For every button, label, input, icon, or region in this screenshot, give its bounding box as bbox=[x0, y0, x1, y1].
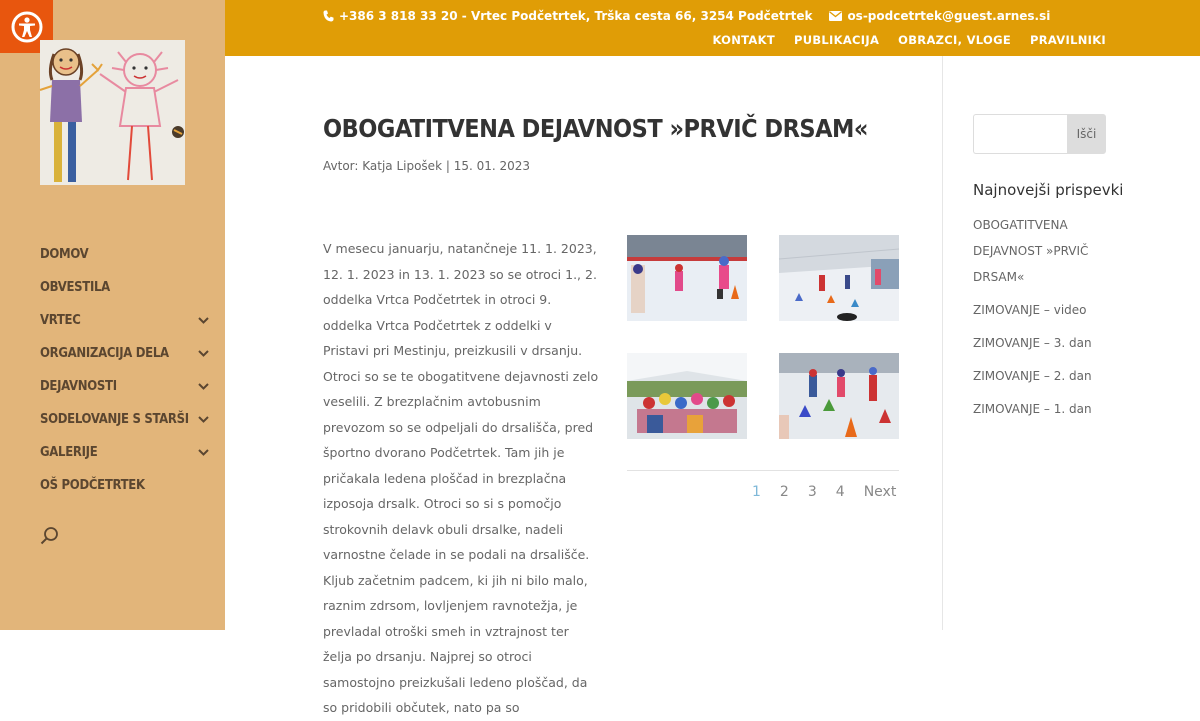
chevron-down-icon[interactable] bbox=[196, 347, 210, 361]
chevron-down-icon[interactable] bbox=[196, 446, 210, 460]
chevron-down-icon[interactable] bbox=[196, 413, 210, 427]
nav-label: OŠ PODČETRTEK bbox=[40, 478, 145, 493]
main-content bbox=[225, 56, 942, 715]
page-link-4[interactable]: 4 bbox=[835, 484, 845, 500]
nav-item-domov[interactable] bbox=[40, 238, 210, 271]
search-form bbox=[973, 114, 1106, 154]
gallery-image bbox=[627, 353, 747, 439]
gallery-thumb[interactable] bbox=[627, 235, 747, 321]
recent-post-link[interactable]: ZIMOVANJE – video bbox=[973, 303, 1087, 317]
nav-item-dejavnosti[interactable] bbox=[40, 370, 210, 403]
gallery-image bbox=[779, 353, 899, 439]
chevron-down-icon[interactable] bbox=[196, 314, 210, 328]
recent-posts-title: Najnovejši prispevki bbox=[973, 181, 1124, 199]
page-link-3[interactable]: 3 bbox=[807, 484, 817, 500]
gallery-pagination bbox=[752, 484, 896, 500]
nav-label: ORGANIZACIJA DELA bbox=[40, 346, 169, 361]
gallery-image bbox=[627, 235, 747, 321]
nav-label: OBVESTILA bbox=[40, 280, 110, 295]
page-link-2[interactable]: 2 bbox=[779, 484, 789, 500]
site-logo[interactable] bbox=[40, 40, 185, 185]
recent-post-link[interactable]: ZIMOVANJE – 1. dan bbox=[973, 402, 1092, 416]
gallery-thumb[interactable] bbox=[779, 353, 899, 439]
recent-posts-list bbox=[973, 212, 1106, 429]
search-input[interactable] bbox=[973, 114, 1067, 154]
recent-post-link[interactable]: ZIMOVANJE – 3. dan bbox=[973, 336, 1092, 350]
gallery-divider bbox=[627, 470, 899, 471]
nav-item-vrtec[interactable] bbox=[40, 304, 210, 337]
nav-label: SODELOVANJE S STARŠI bbox=[40, 412, 189, 427]
nav-item-organizacija-dela[interactable] bbox=[40, 337, 210, 370]
nav-label: DEJAVNOSTI bbox=[40, 379, 117, 394]
next-page-link[interactable]: Next bbox=[863, 484, 897, 500]
top-nav-publikacija[interactable]: PUBLIKACIJA bbox=[794, 33, 880, 47]
mail-icon bbox=[829, 11, 842, 21]
accessibility-icon bbox=[11, 11, 43, 43]
sidebar-search-button[interactable] bbox=[40, 526, 60, 546]
gallery-image bbox=[779, 235, 899, 321]
content-divider bbox=[942, 56, 943, 630]
post-title: OBOGATITVENA DEJAVNOST »PRVIČ DRSAM« bbox=[323, 114, 868, 143]
nav-item-galerije[interactable] bbox=[40, 436, 210, 469]
nav-label: VRTEC bbox=[40, 313, 81, 328]
nav-label: DOMOV bbox=[40, 247, 89, 262]
top-nav bbox=[712, 33, 1106, 47]
nav-item-sodelovanje-s-starsi[interactable] bbox=[40, 403, 210, 436]
main-nav bbox=[40, 238, 210, 502]
phone-icon bbox=[323, 10, 334, 22]
contact-info bbox=[323, 9, 1050, 23]
phone-address-text[interactable]: +386 3 818 33 20 - Vrtec Podčetrtek, Trška cesta 66, 3254 Podčetrtek bbox=[339, 9, 813, 23]
logo-drawing bbox=[40, 40, 185, 185]
top-bar bbox=[225, 0, 1200, 56]
recent-post-link[interactable]: OBOGATITVENA DEJAVNOST »PRVIČ DRSAM« bbox=[973, 218, 1089, 284]
post-body: V mesecu januarju, natančneje 11. 1. 2023, 12. 1. 2023 in 13. 1. 2023 so se otroci 1., 2. oddelka Vrtca Podčetrtek in otroci 9. oddelka Vrtca Podčetrtek z oddelki v Pristavi pri Mestinju, preizkusili v drsanju. Otroci so se te obogatitvene dejavnosti zelo veselili. Z brezplačnim avtobusnim prevozom so se odpeljali do drsališča, pred športno dvorano Podčetrtek. Tam jih je pričakala ledena ploščad in brezplačna izposoja drsalk. Otroci so si s pomočjo strokovnih delavk obuli drsalke, nadeli varnostne čelade in se podali na drsališče. Kljub začetnim padcem, ki jih ni bilo malo, raznim zdrsom, lovljenjem ravnotežja, je prevladal otroški smeh in vztrajnost ter želja po drsanju. Najprej so otroci samostojno preizkušali ledeno ploščad, da so pridobili občutek, nato pa so bbox=[323, 241, 599, 715]
email-link[interactable]: os-podcetrtek@guest.arnes.si bbox=[847, 9, 1051, 23]
page-link-1[interactable]: 1 bbox=[752, 484, 761, 500]
top-nav-pravilniki[interactable]: PRAVILNIKI bbox=[1029, 33, 1106, 47]
recent-post-link[interactable]: ZIMOVANJE – 2. dan bbox=[973, 369, 1092, 383]
nav-item-os-podcetrtek[interactable] bbox=[40, 469, 210, 502]
nav-item-obvestila[interactable] bbox=[40, 271, 210, 304]
search-button[interactable]: Išči bbox=[1067, 114, 1106, 154]
gallery-thumb[interactable] bbox=[627, 353, 747, 439]
chevron-down-icon[interactable] bbox=[196, 380, 210, 394]
nav-label: GALERIJE bbox=[40, 445, 98, 460]
search-icon bbox=[40, 526, 60, 546]
top-nav-obrazci-vloge[interactable]: OBRAZCI, VLOGE bbox=[898, 33, 1011, 47]
top-nav-kontakt[interactable]: KONTAKT bbox=[712, 33, 775, 47]
gallery-thumb[interactable] bbox=[779, 235, 899, 321]
left-sidebar bbox=[0, 0, 225, 630]
post-meta: Avtor: Katja Lipošek | 15. 01. 2023 bbox=[323, 159, 531, 173]
